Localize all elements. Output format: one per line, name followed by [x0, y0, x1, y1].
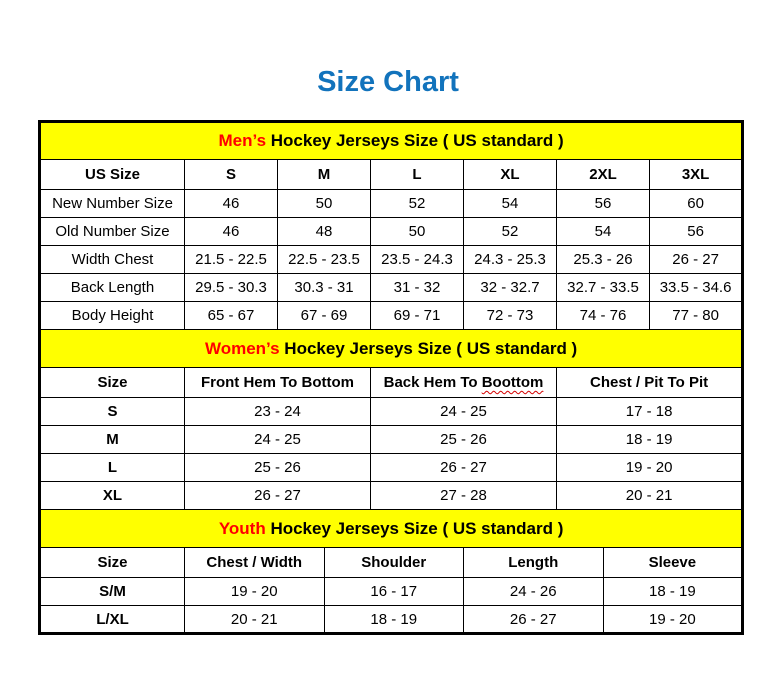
youth-row-sm — [40, 578, 743, 606]
page-title: Size Chart — [317, 66, 459, 98]
cell-value: 52 — [371, 190, 464, 218]
cell-value: 23.5 - 24.3 — [371, 246, 464, 274]
cell-value: 54 — [464, 190, 557, 218]
cell-value: 19 - 20 — [185, 578, 325, 606]
mens-row-old-number — [40, 218, 743, 246]
row-label: M — [40, 426, 185, 454]
cell-value: 52 — [464, 218, 557, 246]
youth-band-highlight: Youth — [218, 518, 266, 538]
cell-value: 20 - 21 — [557, 482, 743, 510]
womens-col-header: Chest / Pit To Pit — [557, 368, 743, 398]
mens-band-cell — [40, 122, 743, 160]
cell-value: 67 - 69 — [278, 302, 371, 330]
misspelled-word: Boottom — [481, 374, 544, 391]
cell-value: 50 — [371, 218, 464, 246]
mens-row-width-chest — [40, 246, 743, 274]
cell-value: 54 — [557, 218, 650, 246]
womens-row-l — [40, 454, 743, 482]
cell-value: 25 - 26 — [371, 426, 557, 454]
cell-value: 19 - 20 — [557, 454, 743, 482]
womens-col-header: Front Hem To Bottom — [185, 368, 371, 398]
womens-band-text: Hockey Jerseys Size ( US standard ) — [279, 338, 578, 358]
size-chart-table — [38, 120, 744, 635]
cell-value: 48 — [278, 218, 371, 246]
cell-value: 46 — [185, 190, 278, 218]
cell-value: 30.3 - 31 — [278, 274, 371, 302]
cell-value: 56 — [650, 218, 743, 246]
womens-section-band — [40, 330, 743, 368]
youth-col-header: Chest / Width — [185, 548, 325, 578]
cell-value: 32.7 - 33.5 — [557, 274, 650, 302]
cell-value: 32 - 32.7 — [464, 274, 557, 302]
womens-band-cell — [40, 330, 743, 368]
womens-band-highlight: Women’s — [204, 338, 280, 358]
womens-row-m — [40, 426, 743, 454]
mens-band-text: Hockey Jerseys Size ( US standard ) — [266, 131, 564, 150]
womens-col-header: Size — [40, 368, 185, 398]
mens-row-body-height — [40, 302, 743, 330]
youth-row-lxl — [40, 606, 743, 634]
mens-col-header: 2XL — [557, 160, 650, 190]
row-label: Body Height — [40, 302, 185, 330]
cell-value: 33.5 - 34.6 — [650, 274, 743, 302]
cell-value: 26 - 27 — [464, 606, 604, 634]
cell-value: 56 — [557, 190, 650, 218]
cell-value: 16 - 17 — [324, 578, 464, 606]
cell-value: 60 — [650, 190, 743, 218]
row-label: New Number Size — [40, 190, 185, 218]
cell-value: 24.3 - 25.3 — [464, 246, 557, 274]
row-label: Width Chest — [40, 246, 185, 274]
youth-col-header: Sleeve — [603, 548, 743, 578]
mens-col-header: M — [278, 160, 371, 190]
mens-row-back-length — [40, 274, 743, 302]
cell-value: 21.5 - 22.5 — [185, 246, 278, 274]
mens-section-band — [40, 122, 743, 160]
row-label: Old Number Size — [40, 218, 185, 246]
womens-row-xl — [40, 482, 743, 510]
cell-value: 25.3 - 26 — [557, 246, 650, 274]
cell-value: 77 - 80 — [650, 302, 743, 330]
youth-band-cell — [40, 510, 743, 548]
cell-value: 65 - 67 — [185, 302, 278, 330]
row-label: S/M — [40, 578, 185, 606]
youth-band-text: Hockey Jerseys Size ( US standard ) — [265, 518, 564, 538]
womens-header-row — [40, 368, 743, 398]
row-label: Back Length — [40, 274, 185, 302]
mens-col-header: US Size — [40, 160, 185, 190]
cell-value: 25 - 26 — [185, 454, 371, 482]
row-label: S — [40, 398, 185, 426]
mens-row-new-number — [40, 190, 743, 218]
youth-section-band — [40, 510, 743, 548]
youth-header-row — [40, 548, 743, 578]
mens-col-header: XL — [464, 160, 557, 190]
cell-value: 20 - 21 — [185, 606, 325, 634]
cell-value: 18 - 19 — [324, 606, 464, 634]
cell-value: 19 - 20 — [603, 606, 743, 634]
cell-value: 24 - 25 — [185, 426, 371, 454]
womens-col-header-back-hem: Back Hem To — [383, 374, 482, 391]
cell-value: 72 - 73 — [464, 302, 557, 330]
youth-col-header: Length — [464, 548, 604, 578]
youth-col-header: Size — [40, 548, 185, 578]
cell-value: 31 - 32 — [371, 274, 464, 302]
cell-value: 18 - 19 — [557, 426, 743, 454]
cell-value: 74 - 76 — [557, 302, 650, 330]
womens-col-header — [371, 368, 557, 398]
cell-value: 18 - 19 — [603, 578, 743, 606]
row-label: L/XL — [40, 606, 185, 634]
youth-col-header: Shoulder — [324, 548, 464, 578]
cell-value: 27 - 28 — [371, 482, 557, 510]
cell-value: 24 - 26 — [464, 578, 604, 606]
mens-header-row — [40, 160, 743, 190]
mens-col-header: L — [371, 160, 464, 190]
row-label: XL — [40, 482, 185, 510]
cell-value: 46 — [185, 218, 278, 246]
cell-value: 26 - 27 — [650, 246, 743, 274]
mens-col-header: 3XL — [650, 160, 743, 190]
womens-row-s — [40, 398, 743, 426]
cell-value: 24 - 25 — [371, 398, 557, 426]
mens-col-header: S — [185, 160, 278, 190]
cell-value: 50 — [278, 190, 371, 218]
cell-value: 17 - 18 — [557, 398, 743, 426]
cell-value: 29.5 - 30.3 — [185, 274, 278, 302]
cell-value: 69 - 71 — [371, 302, 464, 330]
cell-value: 23 - 24 — [185, 398, 371, 426]
cell-value: 22.5 - 23.5 — [278, 246, 371, 274]
cell-value: 26 - 27 — [371, 454, 557, 482]
cell-value: 26 - 27 — [185, 482, 371, 510]
row-label: L — [40, 454, 185, 482]
mens-band-highlight: Men’s — [218, 131, 267, 150]
